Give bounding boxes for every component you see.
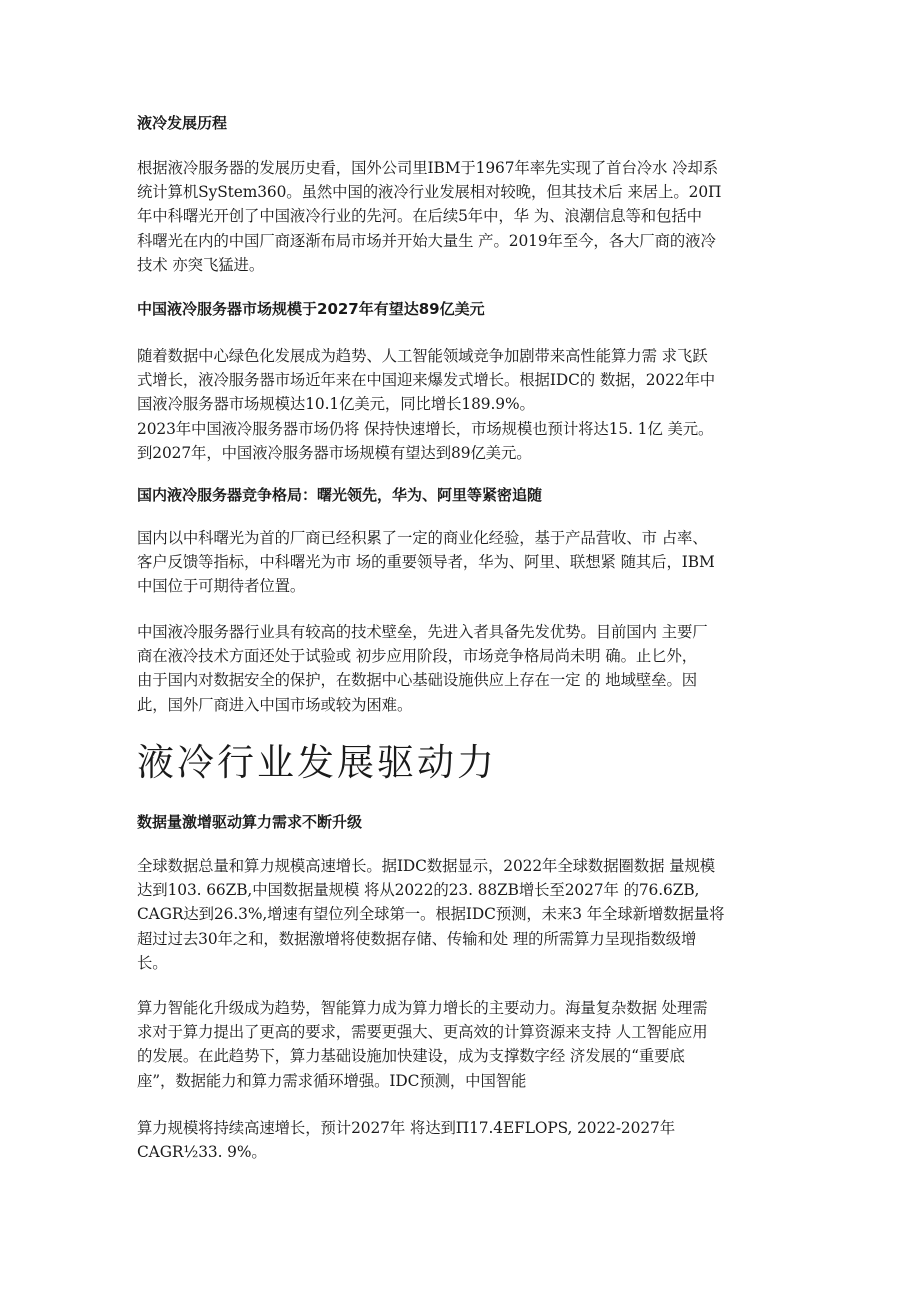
text-line: 算力智能化升级成为趋势，智能算力成为算力增长的主要动力。海量复杂数据 处理需 <box>137 999 708 1017</box>
section-heading-data-growth: 数据量激增驱动算力需求不断升级 <box>137 813 363 831</box>
text-line: 到2027年，中国液冷服务器市场规模有望达到89亿美元。 <box>137 443 532 462</box>
text-line: CAGR达到26.3%,增速有望位列全球第一。根据IDC预测，未来3 年全球新增数据量将 <box>137 905 725 924</box>
chapter-title: 液冷行业发展驱动力 <box>137 741 497 784</box>
paragraph-data-growth-2 <box>137 996 787 1093</box>
paragraph-market-size <box>137 344 787 465</box>
paragraph-competition-2 <box>137 620 787 717</box>
text-line: 超过过去30年之和，数据激增将使数据存储、传输和处 理的所需算力呈现指数级增 <box>137 929 697 948</box>
text-line: 的发展。在此趋势下，算力基础设施加快建设，成为支撑数字经 济发展的“重要底 <box>137 1047 685 1066</box>
text-line: 科曙光在内的中国厂商逐渐布局市场并开始大量生 产。2019年至今，各大厂商的液冷 <box>137 231 716 250</box>
text-line: 客户反馈等指标，中科曙光为市 场的重要领导者，华为、阿里、联想紧 随其后，IBM <box>137 553 715 572</box>
text-line: 算力规模将持续高速增长，预计2027年 将达到Π17.4EFLOPS, 2022-2027年 <box>137 1119 675 1137</box>
text-line: CAGR½33. 9%。 <box>137 1143 267 1162</box>
text-line: 长。 <box>137 953 168 972</box>
paragraph-competition-1 <box>137 526 787 599</box>
text-line: 2023年中国液冷服务器市场仍将 保持快速增长，市场规模也预计将达15. 1亿 美元。 <box>137 419 714 438</box>
text-line: 国内以中科曙光为首的厂商已经积累了一定的商业化经验，基于产品营收、市 占率、 <box>137 529 708 547</box>
paragraph-history <box>137 156 787 277</box>
text-line: 国液冷服务器市场规模达10.1亿美元，同比增长189.9%。 <box>137 395 535 414</box>
text-line: 达到103. 66ZB,中国数据量规模 将从2022的23. 88ZB增长至2027年 的76.6ZB, <box>137 881 700 900</box>
text-line: 求对于算力提出了更高的要求，需要更强大、更高效的计算资源来支持 人工智能应用 <box>137 1023 708 1042</box>
text-line: 全球数据总量和算力规模高速增长。据IDC数据显示，2022年全球数据圈数据 量规模 <box>137 857 716 875</box>
paragraph-data-growth-1 <box>137 854 787 975</box>
text-line: 随着数据中心绿色化发展成为趋势、人工智能领域竞争加剧带来高性能算力需 求飞跃 <box>137 347 708 365</box>
text-line: 由于国内对数据安全的保护，在数据中心基础设施供应上存在一定 的 地域壁垒。因 <box>137 671 698 690</box>
text-line: 式增长，液冷服务器市场近年来在中国迎来爆发式增长。根据IDC的 数据，2022年中 <box>137 371 716 390</box>
text-line: 年中科曙光开创了中国液冷行业的先河。在后续5年中，华 为、浪潮信息等和包括中 <box>137 207 702 226</box>
text-line: 座”，数据能力和算力需求循环增强。IDC预测，中国智能 <box>137 1071 527 1090</box>
text-line: 技术 亦突飞猛进。 <box>137 255 265 274</box>
text-line: 中国位于可期待者位置。 <box>137 577 306 596</box>
text-line: 此，国外厂商进入中国市场或较为困难。 <box>137 695 413 714</box>
text-line: 根据液冷服务器的发展历史看，国外公司里IBM于1967年率先实现了首台冷水 冷却系 <box>137 159 719 177</box>
section-heading-market-size: 中国液冷服务器市场规模于2027年有望达89亿美元 <box>137 300 485 318</box>
section-heading-liquid-cooling-history: 液冷发展历程 <box>137 114 228 132</box>
section-heading-competition: 国内液冷服务器竞争格局：曙光领先，华为、阿里等紧密追随 <box>137 486 543 504</box>
text-line: 中国液冷服务器行业具有较高的技术壁垒，先进入者具备先发优势。目前国内 主要厂 <box>137 623 708 641</box>
paragraph-data-growth-3 <box>137 1116 787 1164</box>
text-line: 商在液冷技术方面还处于试验或 初步应用阶段，市场竞争格局尚未明 确。止匕外， <box>137 647 698 666</box>
text-line: 统计算机SyStem360。虽然中国的液冷行业发展相对较晚，但其技术后 来居上。20Π <box>137 183 722 202</box>
